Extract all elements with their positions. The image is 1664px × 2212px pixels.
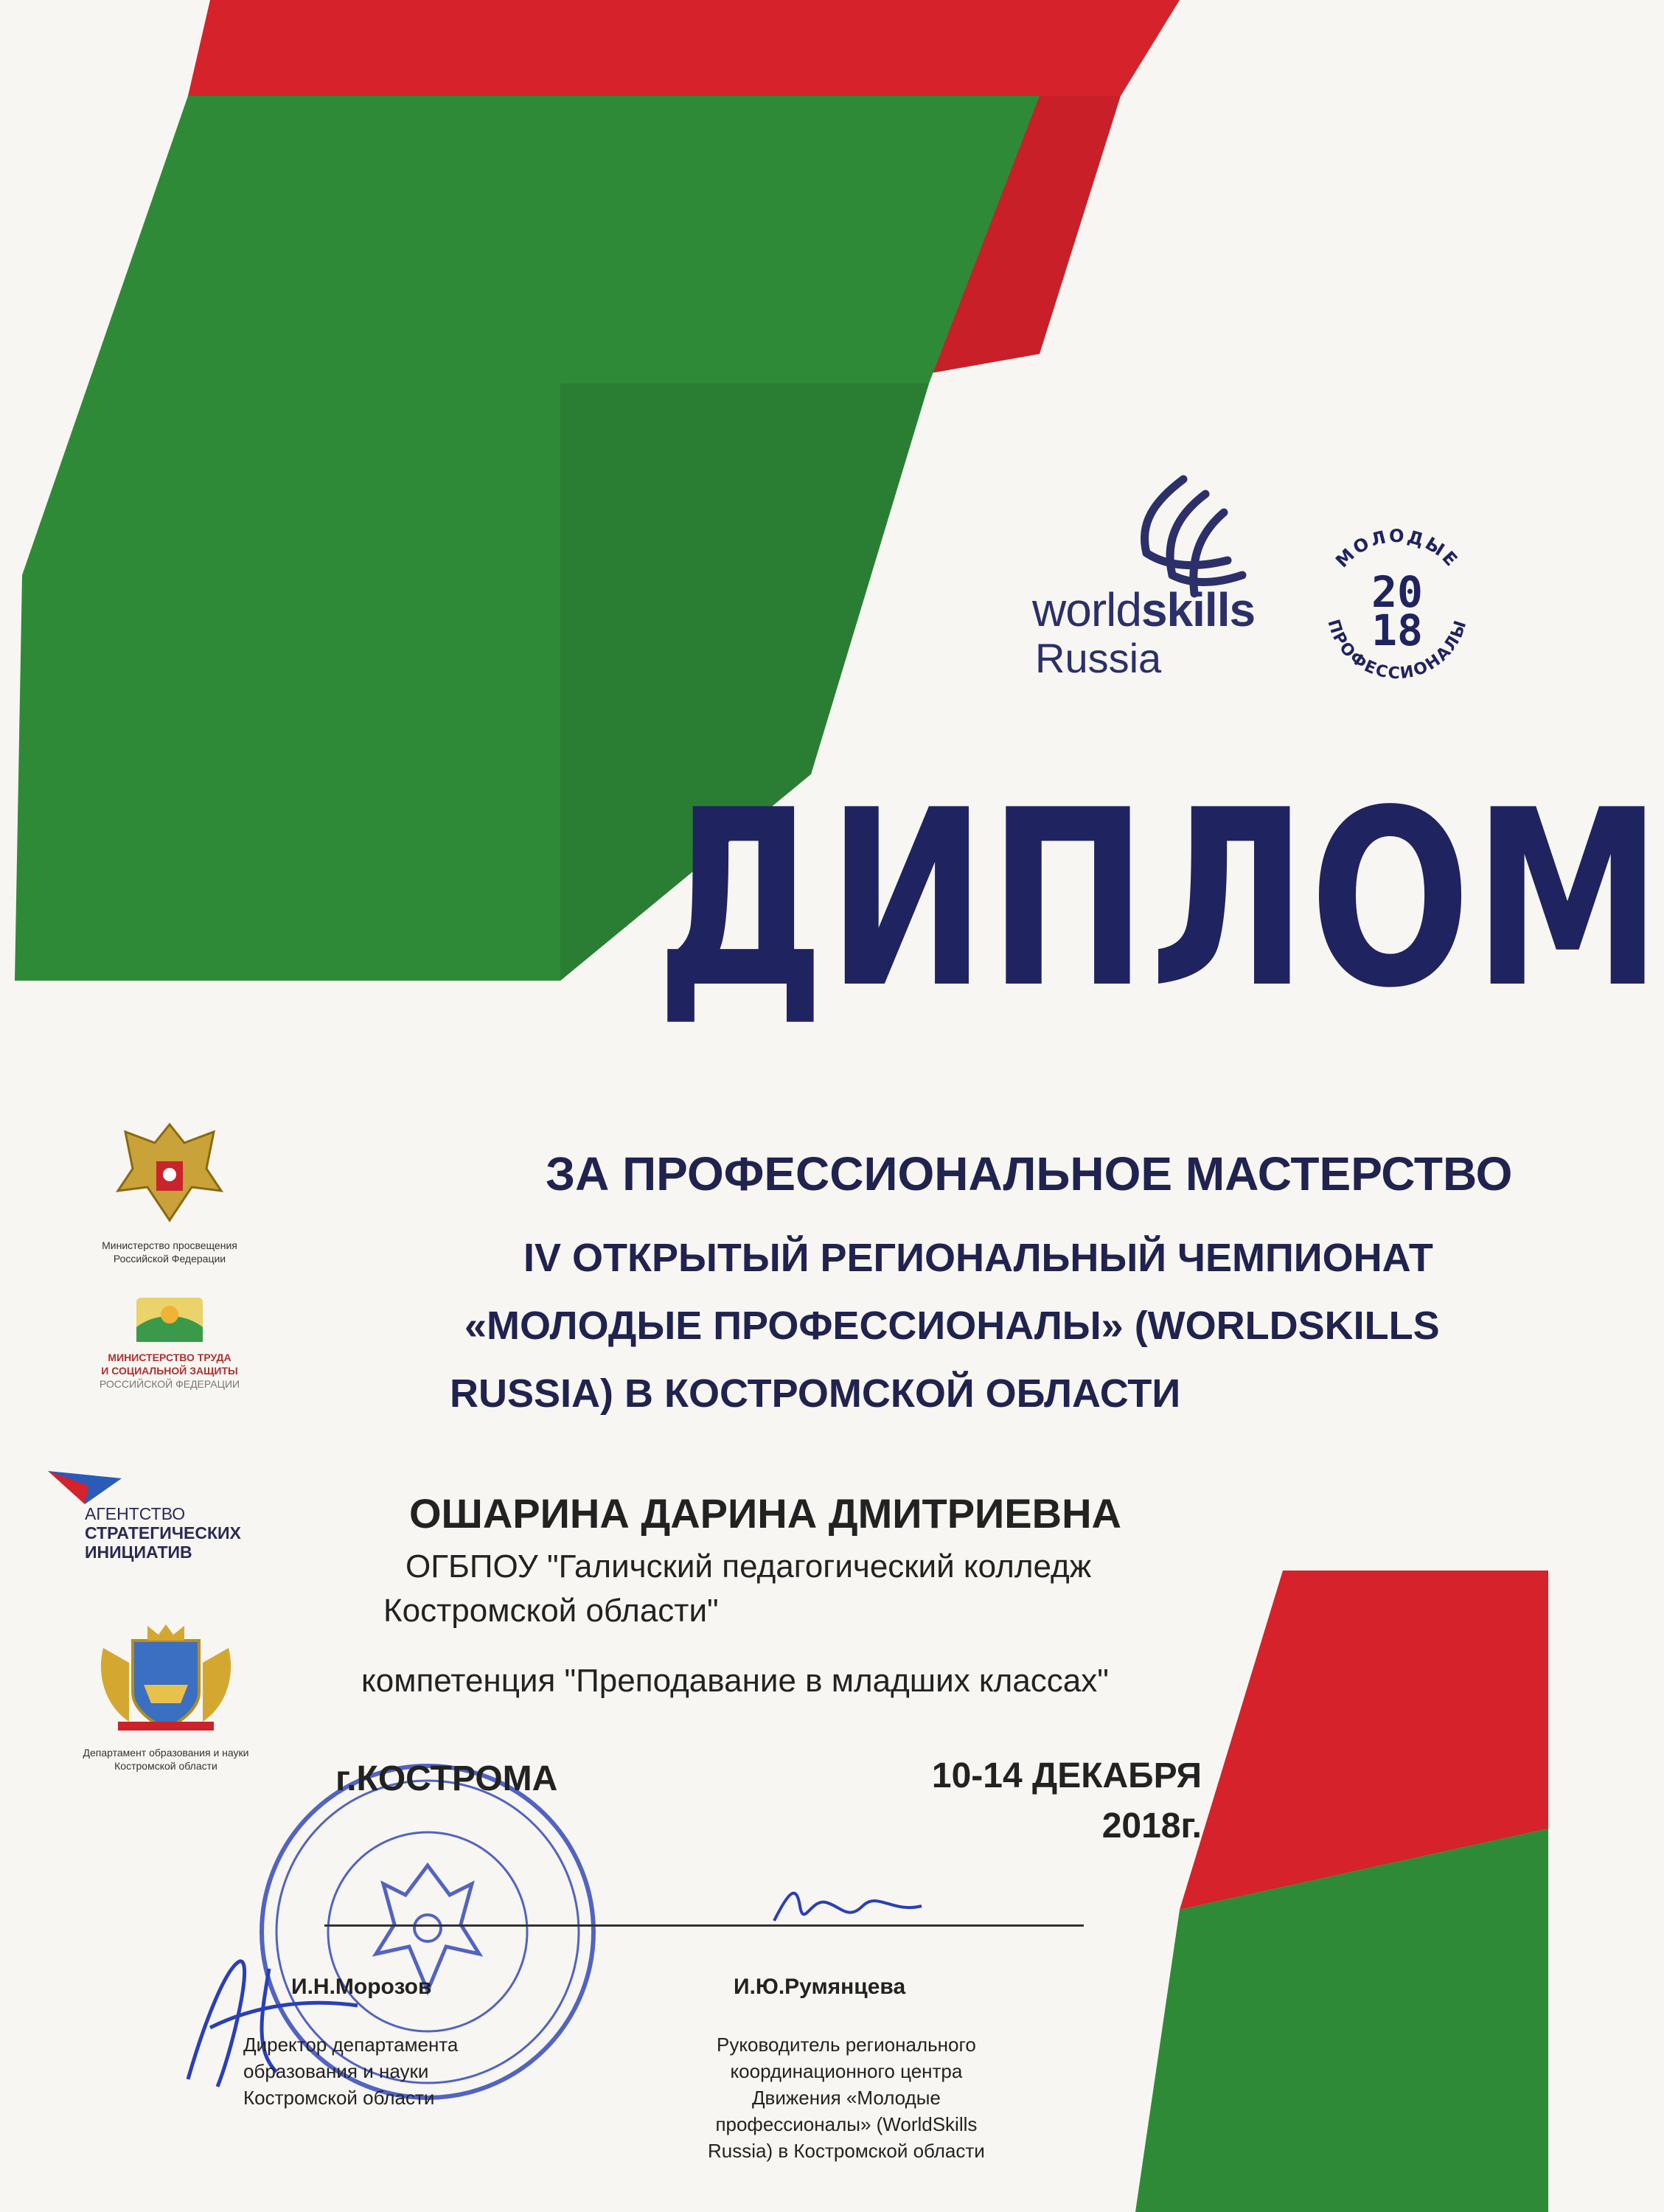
championship-name (413, 1224, 1440, 1427)
badge-bottom-text: ПРОФЕССИОНАЛЫ (1323, 617, 1471, 684)
championship-line: «МОЛОДЫЕ ПРОФЕССИОНАЛЫ» (WORLDSKILLS (464, 1304, 1440, 1348)
regional-department-caption (66, 1746, 265, 1773)
badge-year-bottom: 18 (1371, 605, 1423, 655)
role-line: образования и науки (243, 2060, 429, 2082)
caption-line: И СОЦИАЛЬНОЙ ЗАЩИТЫ (101, 1365, 238, 1377)
role-line: координационного центра (730, 2060, 963, 2082)
badge-year-top: 20 (1371, 567, 1423, 617)
role-line: Руководитель регионального (716, 2034, 976, 2056)
badge-top-text: МОЛОДЫЕ (1331, 525, 1463, 572)
asi-caption (85, 1504, 241, 1562)
role-line: Костромской области (243, 2087, 435, 2109)
city: г.КОСТРОМА (335, 1759, 558, 1798)
role-line: Russia) в Костромской области (708, 2140, 985, 2162)
worldskills-brand-text: worldskills (1032, 583, 1256, 636)
recipient-name: ОШАРИНА ДАРИНА ДМИТРИЕВНА (409, 1490, 1121, 1537)
kostroma-coat-of-arms-icon (88, 1618, 243, 1736)
worldskills-country-text: Russia (1035, 635, 1162, 681)
right-signatory-role (708, 2031, 985, 2164)
organization-line: Костромской области" (383, 1593, 719, 1629)
right-signature-icon (767, 1877, 929, 1935)
ministry-education-caption (74, 1239, 265, 1265)
role-line: профессионалы» (WorldSkills (715, 2113, 978, 2135)
championship-line: RUSSIA) В КОСТРОМСКОЙ ОБЛАСТИ (450, 1371, 1181, 1416)
svg-text:МОЛОДЫЕ (1331, 526, 1463, 571)
caption-line: ИНИЦИАТИВ (85, 1543, 192, 1562)
caption-line: Костромской области (114, 1760, 217, 1772)
ministry-labor-caption (81, 1351, 258, 1391)
organization-line: ОГБПОУ "Галичский педагогический колледж (405, 1548, 1092, 1585)
right-signatory-name: И.Ю.Румянцева (734, 1975, 906, 1999)
recipient-organization (383, 1545, 1342, 1633)
left-signatory-role (243, 2031, 458, 2111)
caption-line: АГЕНТСТВО (85, 1504, 186, 1523)
young-professionals-badge-icon (1305, 516, 1489, 700)
caption-line: Министерство просвещения (102, 1239, 237, 1251)
caption-line: МИНИСТЕРСТВО ТРУДА (108, 1352, 232, 1363)
diploma-subtitle: ЗА ПРОФЕССИОНАЛЬНОЕ МАСТЕРСТВО (546, 1147, 1513, 1200)
double-headed-eagle-emblem-icon (103, 1110, 236, 1235)
caption-line: СТРАТЕГИЧЕСКИХ (85, 1523, 241, 1543)
asi-logo-icon (44, 1464, 125, 1508)
role-line: Движения «Молодые (751, 2087, 941, 2109)
signature-line (324, 1924, 1084, 1927)
competency: компетенция "Преподавание в младших классах" (361, 1663, 1109, 1699)
diploma-title: ДИПЛОМ (655, 758, 1664, 1041)
championship-line: IV ОТКРЫТЫЙ РЕГИОНАЛЬНЫЙ ЧЕМПИОНАТ (523, 1236, 1433, 1280)
event-date (907, 1751, 1202, 1851)
caption-line: РОССИЙСКОЙ ФЕДЕРАЦИИ (99, 1378, 240, 1390)
caption-line: Российской Федерации (113, 1253, 226, 1265)
top-red-shape (188, 0, 1180, 96)
caption-line: Департамент образования и науки (83, 1747, 249, 1759)
ministry-labor-logo-icon (133, 1294, 206, 1346)
left-signatory-name: И.Н.Морозов (291, 1975, 432, 1999)
role-line: Директор департамента (243, 2034, 459, 2056)
date-year: 2018г. (1101, 1806, 1202, 1846)
date-range: 10-14 ДЕКАБРЯ (931, 1756, 1202, 1795)
